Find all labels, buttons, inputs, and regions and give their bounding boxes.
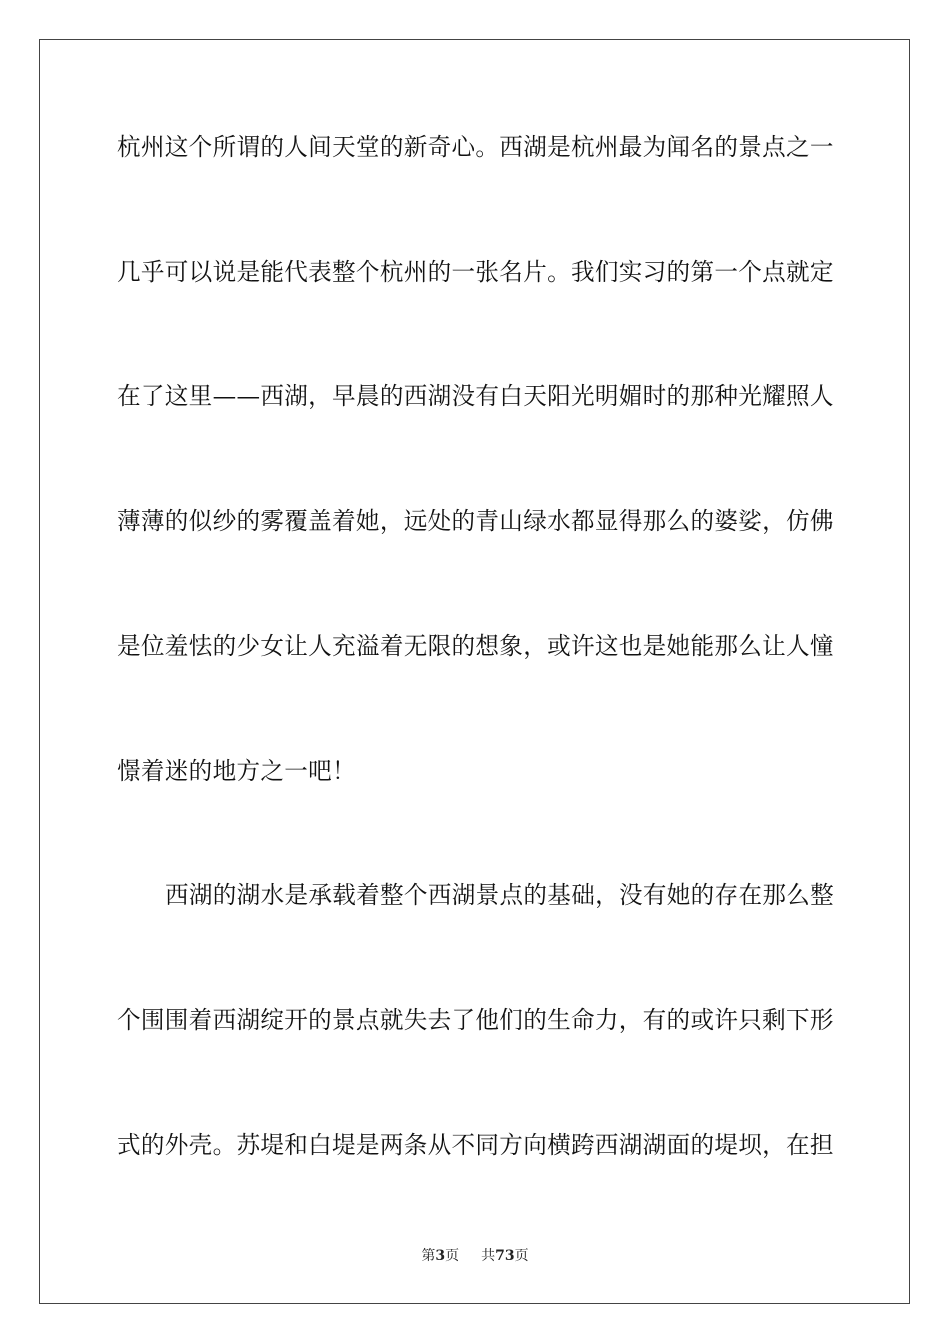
footer-page-suffix: 页 bbox=[445, 1248, 460, 1264]
body-text-line-2: 几乎可以说是能代表整个杭州的一张名片。我们实习的第一个点就定 bbox=[117, 258, 834, 286]
page-border bbox=[39, 39, 910, 1304]
footer-page-prefix: 第 bbox=[421, 1248, 436, 1264]
body-text-line-1: 杭州这个所谓的人间天堂的新奇心。西湖是杭州最为闻名的景点之一 bbox=[117, 133, 834, 161]
body-text-line-3: 在了这里——西湖，早晨的西湖没有白天阳光明媚时的那种光耀照人 bbox=[117, 382, 834, 410]
footer-total-pages: 73 bbox=[495, 1248, 515, 1264]
body-text-line-6: 憬着迷的地方之一吧！ bbox=[117, 757, 356, 785]
body-text-line-5: 是位羞怯的少女让人充溢着无限的想象，或许这也是她能那么让人憧 bbox=[117, 632, 834, 660]
body-text-line-7: 西湖的湖水是承载着整个西湖景点的基础，没有她的存在那么整 bbox=[165, 881, 835, 909]
body-text-line-9: 式的外壳。苏堤和白堤是两条从不同方向横跨西湖湖面的堤坝，在担 bbox=[117, 1131, 834, 1159]
footer-total-prefix: 共 bbox=[481, 1248, 496, 1264]
page-footer bbox=[0, 1247, 950, 1265]
body-text-line-4: 薄薄的似纱的雾覆盖着她，远处的青山绿水都显得那么的婆娑，仿佛 bbox=[117, 507, 834, 535]
footer-page-number: 3 bbox=[435, 1248, 446, 1264]
body-text-line-8: 个围围着西湖绽开的景点就失去了他们的生命力，有的或许只剩下形 bbox=[117, 1006, 834, 1034]
footer-total-suffix: 页 bbox=[514, 1248, 529, 1264]
